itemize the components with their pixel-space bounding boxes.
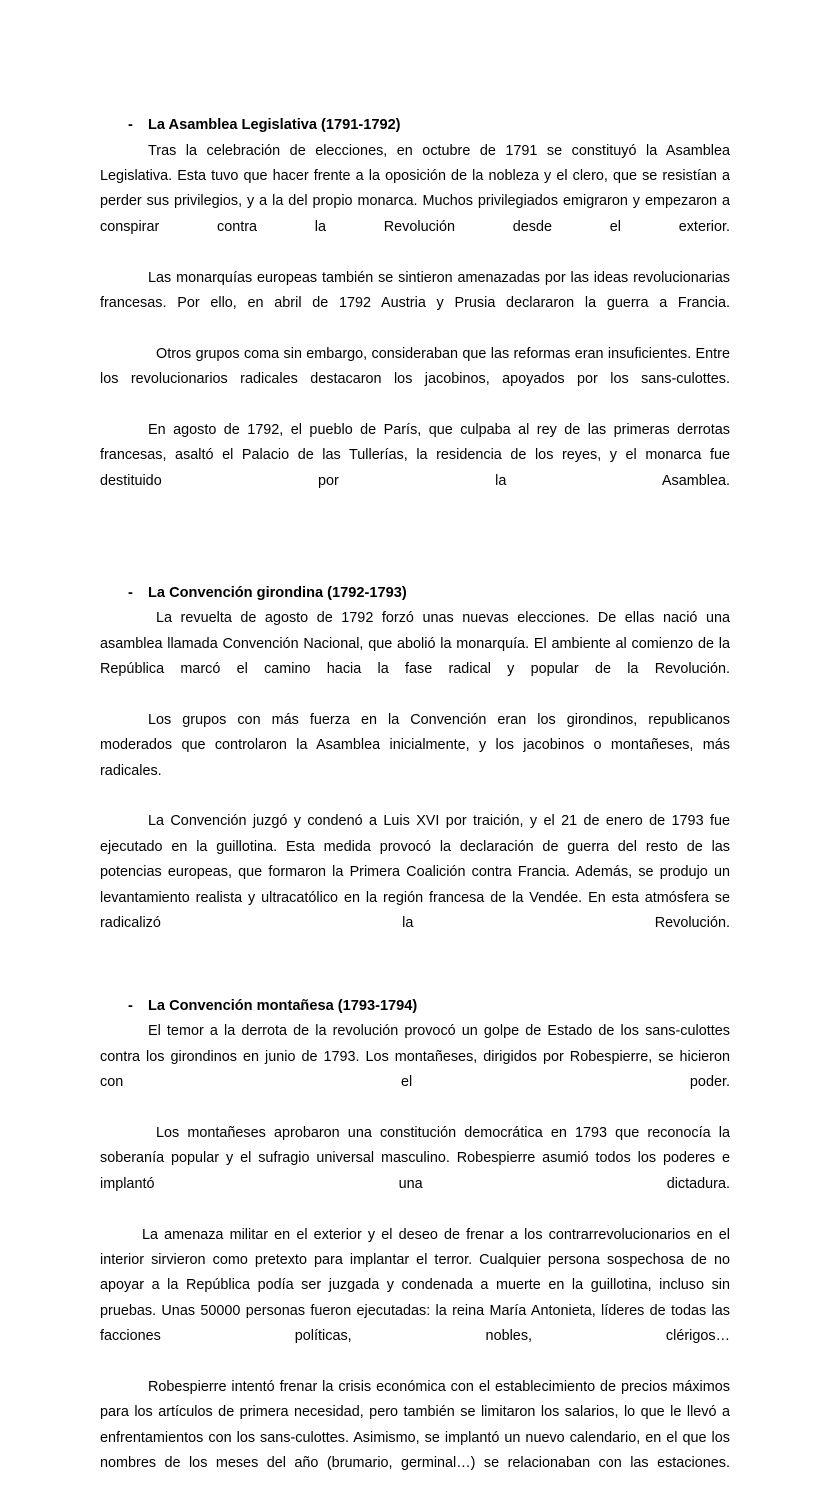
bullet-dash-icon: - bbox=[128, 584, 133, 601]
paragraph: El temor a la derrota de la revolución provocó un golpe de Estado de los sans-culottes contra los girondinos en junio de 1793. Los montañeses, dirigidos por Robespierre, se hicieron con el poder. bbox=[100, 1023, 730, 1091]
bullet-dash-icon: - bbox=[128, 997, 133, 1014]
paragraph: Los grupos con más fuerza en la Convención eran los girondinos, republicanos moderados que controlaron la Asamblea inicialmente, y los jacobinos o montañeses, más radicales. bbox=[100, 711, 730, 779]
bullet-dash-icon: - bbox=[128, 117, 133, 133]
section-heading-convencion-montanesa bbox=[100, 994, 730, 1020]
paragraph: Los montañeses aprobaron una constitución democrática en 1793 que reconocía la soberanía popular y el sufragio universal masculino. Robespierre asumió todos los poderes e implantó una dictadura. bbox=[100, 1124, 730, 1192]
section-heading-convencion-girondina bbox=[100, 581, 730, 607]
paragraph: Otros grupos coma sin embargo, consideraban que las reformas eran insuficientes. Entre los revolucionarios radicales destacaron los jacobinos, apoyados por los sans-culottes. bbox=[100, 345, 730, 388]
section-heading-label: La Asamblea Legislativa (1791-1792) bbox=[148, 117, 401, 133]
section-heading-label: La Convención montañesa (1793-1794) bbox=[148, 997, 418, 1014]
paragraph: Tras la celebración de elecciones, en octubre de 1791 se constituyó la Asamblea Legislativa. Esta tuvo que hacer frente a la oposición de la nobleza y el clero, que se resistían a perder sus privilegios, y a la del propio monarca. Muchos privilegiados emigraron y empezaron a conspirar contra la Revolución desde el exterior. bbox=[100, 142, 730, 235]
section-heading-label: La Convención girondina (1792-1793) bbox=[148, 584, 407, 601]
paragraph: La amenaza militar en el exterior y el deseo de frenar a los contrarrevolucionarios en el interior sirvieron como pretexto para implantar el terror. Cualquier persona sospechosa de no apoyar a la República podía ser juzgada y condenada a muerte en la guillotina, incluso sin pruebas. Unas 50000 personas fueron ejecutadas: la reina María Antonieta, líderes de todas las facciones políticas, nobles, clérigos… bbox=[100, 1226, 730, 1345]
paragraph: La Convención juzgó y condenó a Luis XVI por traición, y el 21 de enero de 1793 fue ejecutado en la guillotina. Esta medida provocó la declaración de guerra del resto de las potencias europeas, que formaron la Primera Coalición contra Francia. Además, se produjo un levantamiento realista y ultracatólico en la región francesa de la Vendée. En esta atmósfera se radicalizó la Revolución. bbox=[100, 813, 730, 931]
document-body bbox=[100, 113, 730, 1502]
section-heading-asamblea-legislativa bbox=[100, 113, 730, 139]
paragraph: En agosto de 1792, el pueblo de París, que culpaba al rey de las primeras derrotas francesas, asaltó el Palacio de las Tullerías, la residencia de los reyes, y el monarca fue destituido por la Asamblea. bbox=[100, 421, 730, 489]
paragraph: Robespierre intentó frenar la crisis económica con el establecimiento de precios máximos para los artículos de primera necesidad, pero también se limitaron los salarios, lo que le llevó a enfrentamientos con los sans-culottes. Asimismo, se implantó un nuevo calendario, en el que los nombres de los meses del año (brumario, germinal…) se relacionaban con las estaciones. bbox=[100, 1378, 730, 1472]
paragraph: La revuelta de agosto de 1792 forzó unas nuevas elecciones. De ellas nació una asamblea llamada Convención Nacional, que abolió la monarquía. El ambiente al comienzo de la República marcó el camino hacia la fase radical y popular de la Revolución. bbox=[100, 610, 730, 677]
paragraph: Las monarquías europeas también se sintieron amenazadas por las ideas revolucionarias francesas. Por ello, en abril de 1792 Austria y Prusia declararon la guerra a Francia. bbox=[100, 269, 730, 311]
